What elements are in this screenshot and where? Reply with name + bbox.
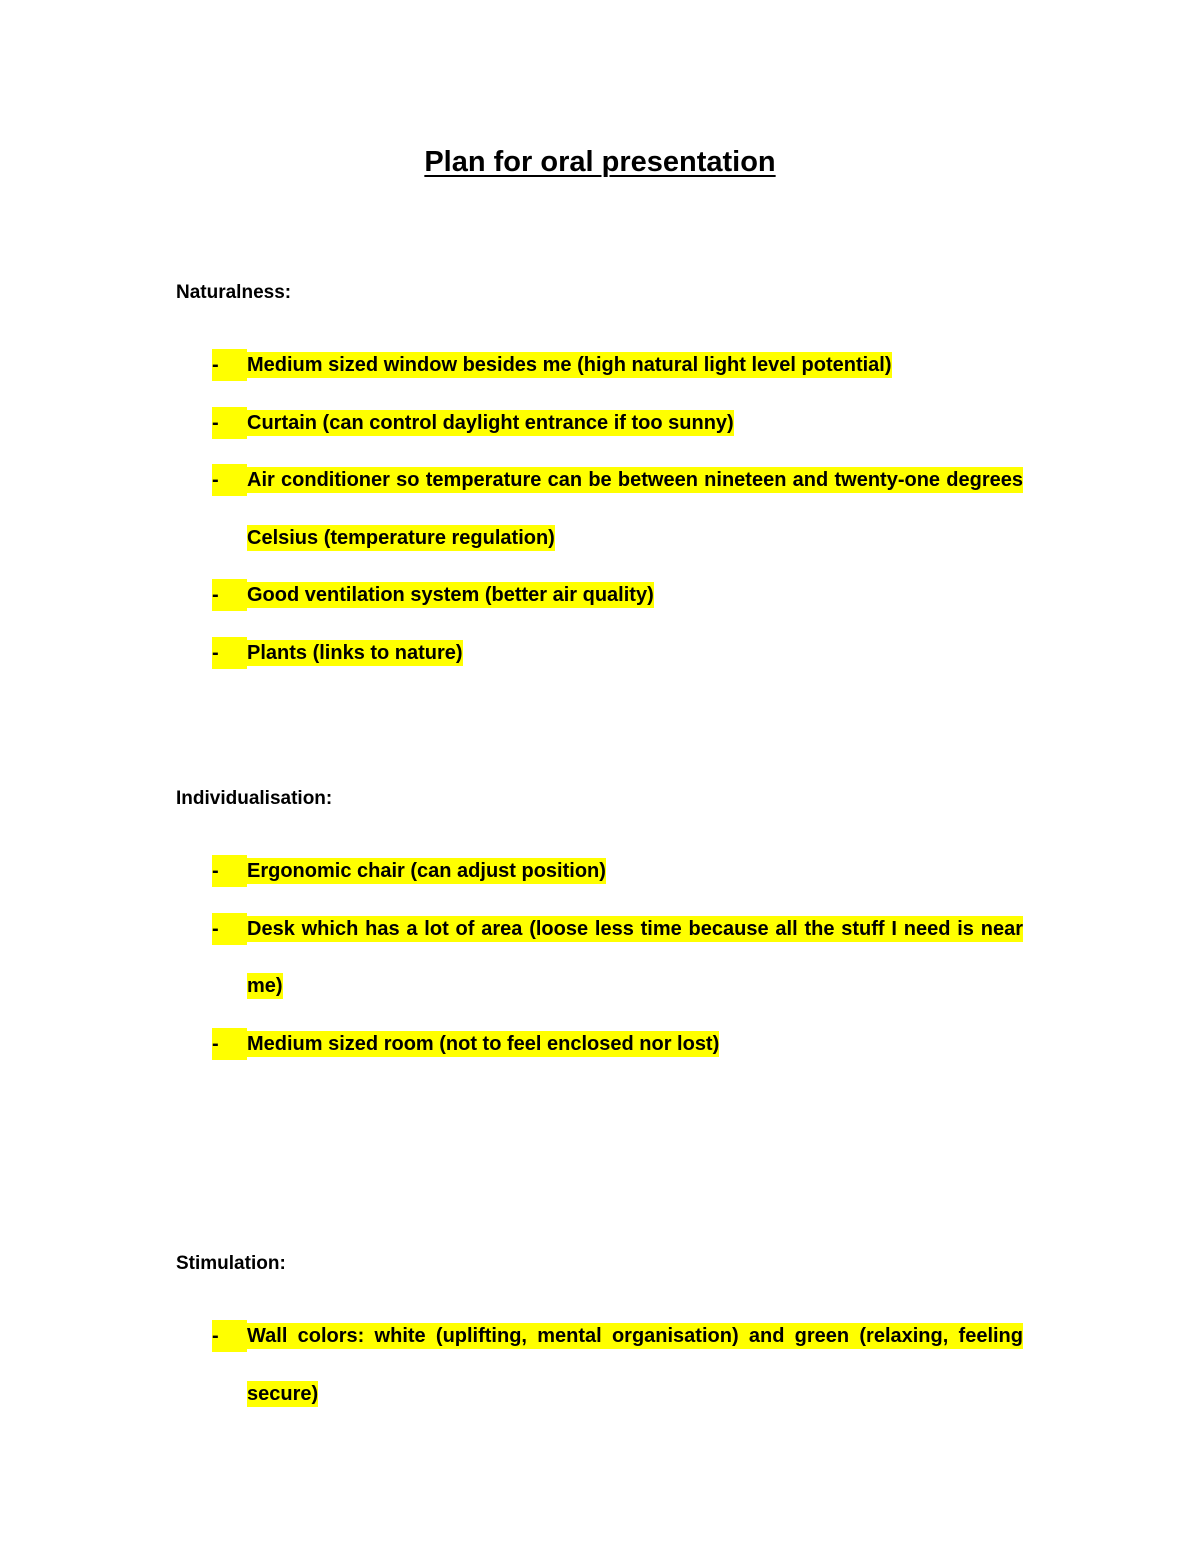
bullet-dash: -	[212, 637, 247, 669]
list-item: - Medium sized window besides me (high natural light level potential)	[212, 337, 1023, 395]
bullet-dash: -	[212, 1028, 247, 1060]
list-item: - Curtain (can control daylight entrance if too sunny)	[212, 395, 1023, 453]
list-naturalness	[212, 337, 1023, 682]
list-stimulation	[212, 1308, 1023, 1423]
list-item: - Good ventilation system (better air quality)	[212, 567, 1023, 625]
bullet-dash: -	[212, 579, 247, 611]
bullet-dash: -	[212, 407, 247, 439]
list-individualisation	[212, 843, 1023, 1073]
document-title: Plan for oral presentation	[424, 146, 776, 178]
bullet-dash: -	[212, 349, 247, 381]
list-item: - Air conditioner so temperature can be between nineteen and twenty-one degrees Celsius (temperature regulation)	[212, 452, 1023, 567]
section-heading-stimulation: Stimulation:	[176, 1253, 286, 1274]
bullet-dash: -	[212, 1320, 247, 1352]
list-item: - Desk which has a lot of area (loose less time because all the stuff I need is near me)	[212, 901, 1023, 1016]
list-item: - Medium sized room (not to feel enclosed nor lost)	[212, 1016, 1023, 1074]
list-item: - Plants (links to nature)	[212, 625, 1023, 683]
section-heading-individualisation: Individualisation:	[176, 788, 333, 809]
list-item: - Wall colors: white (uplifting, mental organisation) and green (relaxing, feeling secure)	[212, 1308, 1023, 1423]
bullet-dash: -	[212, 464, 247, 496]
bullet-dash: -	[212, 913, 247, 945]
section-heading-naturalness: Naturalness:	[176, 282, 292, 303]
list-item: - Ergonomic chair (can adjust position)	[212, 843, 1023, 901]
bullet-dash: -	[212, 855, 247, 887]
